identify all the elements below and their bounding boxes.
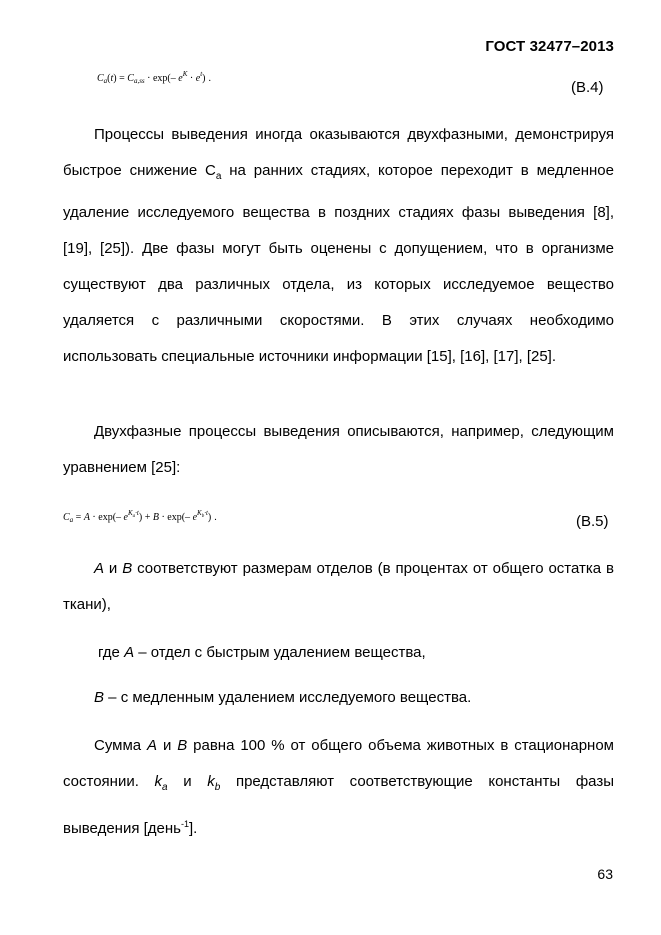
paragraph-text: Двухфазные процессы выведения описываются, например, следующим уравнением [25]: — [63, 423, 614, 476]
paragraph-text: – с медленным удалением исследуемого вещества. — [104, 689, 472, 706]
equation-number-b4: (В.4) — [571, 79, 604, 96]
paragraph-text: Процессы выведения иногда оказываются двухфазными, демонстрируя быстрое снижение C — [63, 126, 614, 179]
subscript: a — [215, 171, 222, 182]
paragraph-text: и — [167, 773, 208, 790]
paragraph-text: на ранних стадиях, которое переходит в медленное удаление исследуемого вещества в поздних стадиях фазы выведения [8], [19], [25]). Две фазы могут быть оценены с допущением, что в организме существуют два различных отдела, из которых исследуемое вещество удаляется с различными скоростями. В этих случаях необходимо использовать специальные источники информации [15], [16], [17], [25]. — [63, 162, 614, 365]
paragraph-text: и — [104, 560, 123, 577]
paragraph-text: – отдел с быстрым удалением вещества, — [134, 644, 426, 661]
paragraph-text: представляют соответствующие константы фазы выведения [день — [63, 773, 614, 837]
page-number: 63 — [597, 866, 613, 882]
paragraph-text: ]. — [189, 820, 198, 837]
variable-a: A — [147, 737, 158, 754]
paragraph-compartments — [63, 551, 614, 623]
constant-k-a — [154, 773, 168, 793]
variable-b: B — [94, 689, 105, 706]
constant-k-b — [207, 773, 221, 793]
constant-subscript: a — [162, 782, 168, 793]
paragraph-sum-constants — [63, 728, 614, 847]
definition-b — [94, 689, 471, 706]
variable-a: A — [94, 560, 105, 577]
constant-base: k — [207, 773, 215, 790]
variable-b: B — [177, 737, 188, 754]
superscript: -1 — [180, 819, 189, 829]
constant-base: k — [154, 773, 163, 790]
paragraph-text: где — [98, 644, 125, 661]
document-standard-header: ГОСТ 32477–2013 — [485, 38, 614, 55]
variable-a: A — [124, 644, 135, 661]
equation-number-b5: (В.5) — [576, 513, 609, 530]
paragraph-text: соответствуют размерам отделов (в процентах от общего остатка в ткани), — [63, 560, 614, 613]
paragraph-text: и — [157, 737, 178, 754]
formula-b5: $C_a = A \cdot \exp(-$ $e^{K_a\cdot t}) + B \cdot \exp(-$ $e^{K_b\cdot t}$) . — [63, 509, 217, 524]
paragraph-biphasic-elimination — [63, 117, 614, 375]
constant-subscript: b — [214, 782, 221, 793]
paragraph-text: равна 100 % от общего объема животных в стационарном состоянии. — [63, 737, 614, 790]
formula-b4: $C_a(t) = C_{a,ss} \cdot \exp(-$ $e^K \cdot e^t$) . — [97, 70, 211, 85]
paragraph-text: Сумма — [94, 737, 148, 754]
definition-a — [98, 644, 426, 661]
paragraph-biphasic-equation-intro — [63, 414, 614, 486]
variable-b: B — [122, 560, 133, 577]
